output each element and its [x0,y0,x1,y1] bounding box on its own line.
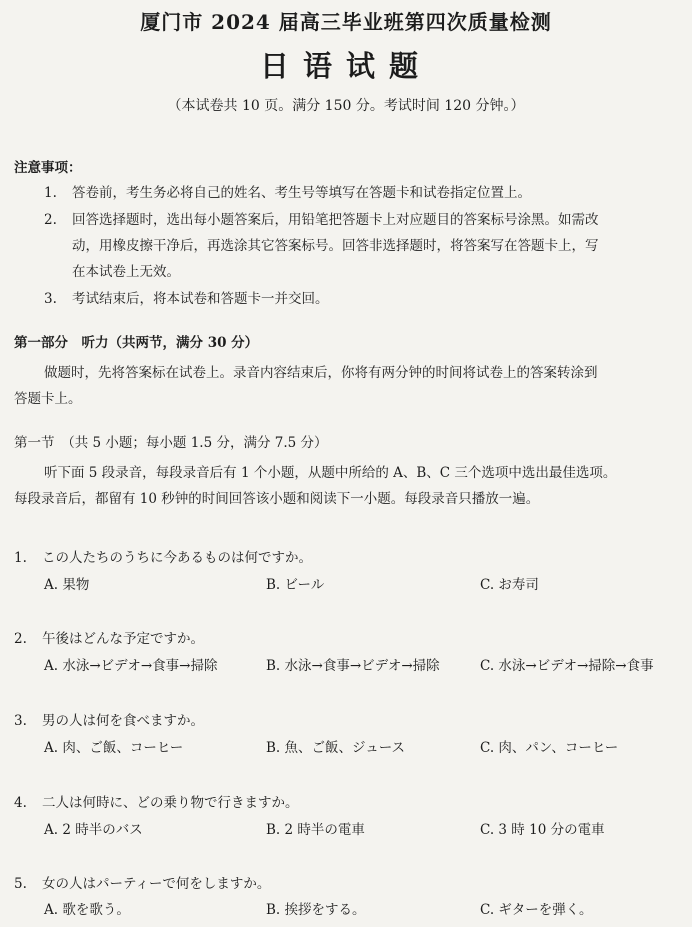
option-b: B. 魚、ご飯、ジュース [266,740,406,756]
exam-title: 厦门市 2024 届高三毕业班第四次质量检测 [140,10,552,34]
option-b: B. 2 時半の電車 [266,822,365,838]
option-b: B. ビール [266,577,325,593]
question-text: この人たちのうちに今あるものは何ですか。 [42,550,312,566]
exam-note: （本试卷共 10 页。满分 150 分。考试时间 120 分钟。） [167,98,525,114]
option-c: C. お寿司 [480,577,539,593]
question-5 [14,872,270,892]
notice-item-number: 2. [44,212,57,228]
notice-heading: 注意事项： [14,160,82,176]
part1-intro-line1: 做题时，先将答案标在试卷上。录音内容结束后，你将有两分钟的时间将试卷上的答案转涂到 [44,365,598,381]
notice-item-2-line2: 动，用橡皮擦干净后，再选涂其它答案标号。回答非选择题时，将答案写在答题卡上，写 [72,238,599,254]
notice-item-2-line3: 在本试卷上无效。 [72,264,180,280]
option-a: A. 水泳→ビデオ→食事→掃除 [44,658,218,674]
option-b: B. 挨拶をする。 [266,902,366,918]
notice-item-text: 回答选择题时，选出每小题答案后，用铅笔把答题卡上对应题目的答案标号涂黑。如需改 [72,212,599,228]
subject-title: 日语试题 [259,49,432,83]
option-a: A. 2 時半のバス [44,822,143,838]
option-a: A. 歌を歌う。 [44,902,130,918]
question-number: 2. [14,631,27,647]
notice-item-number: 3. [44,291,57,307]
option-c: C. 3 時 10 分の電車 [480,822,605,838]
question-number: 5. [14,876,27,892]
option-a: A. 果物 [44,577,90,593]
section1-intro-line1: 听下面 5 段录音，每段录音后有 1 个小题，从题中所给的 A、B、C 三个选项中选出最佳选项。 [44,465,617,481]
notice-item-3 [44,289,329,309]
question-text: 男の人は何を食べますか。 [42,713,204,729]
option-b: B. 水泳→食事→ビデオ→掃除 [266,658,440,674]
question-4 [14,791,299,811]
question-text: 女の人はパーティーで何をしますか。 [42,876,271,892]
option-c: C. 肉、パン、コーヒー [480,740,619,756]
question-number: 4. [14,795,27,811]
notice-item-number: 1. [44,185,57,201]
part1-heading: 第一部分 听力（共两节，满分 30 分） [14,335,259,351]
part1-intro-line2: 答题卡上。 [14,391,82,407]
question-text: 午後はどんな予定ですか。 [42,631,204,647]
notice-item-text: 考试结束后，将本试卷和答题卡一并交回。 [72,291,329,307]
notice-item-2 [44,210,599,230]
question-2 [14,627,204,647]
option-c: C. 水泳→ビデオ→掃除→食事 [480,658,654,674]
notice-item-1 [44,183,531,203]
question-1 [14,546,312,566]
notice-item-text: 答卷前，考生务必将自己的姓名、考生号等填写在答题卡和试卷指定位置上。 [72,185,531,201]
option-c: C. ギターを弾く。 [480,902,593,918]
question-text: 二人は何時に、どの乗り物で行きますか。 [42,795,299,811]
question-number: 3. [14,713,27,729]
section1-intro-line2: 每段录音后，都留有 10 秒钟的时间回答该小题和阅读下一小题。每段录音只播放一遍。 [14,491,540,507]
question-number: 1. [14,550,27,566]
question-3 [14,709,204,729]
section1-heading: 第一节 （共 5 小题；每小题 1.5 分，满分 7.5 分） [14,435,328,451]
option-a: A. 肉、ご飯、コーヒー [44,740,184,756]
